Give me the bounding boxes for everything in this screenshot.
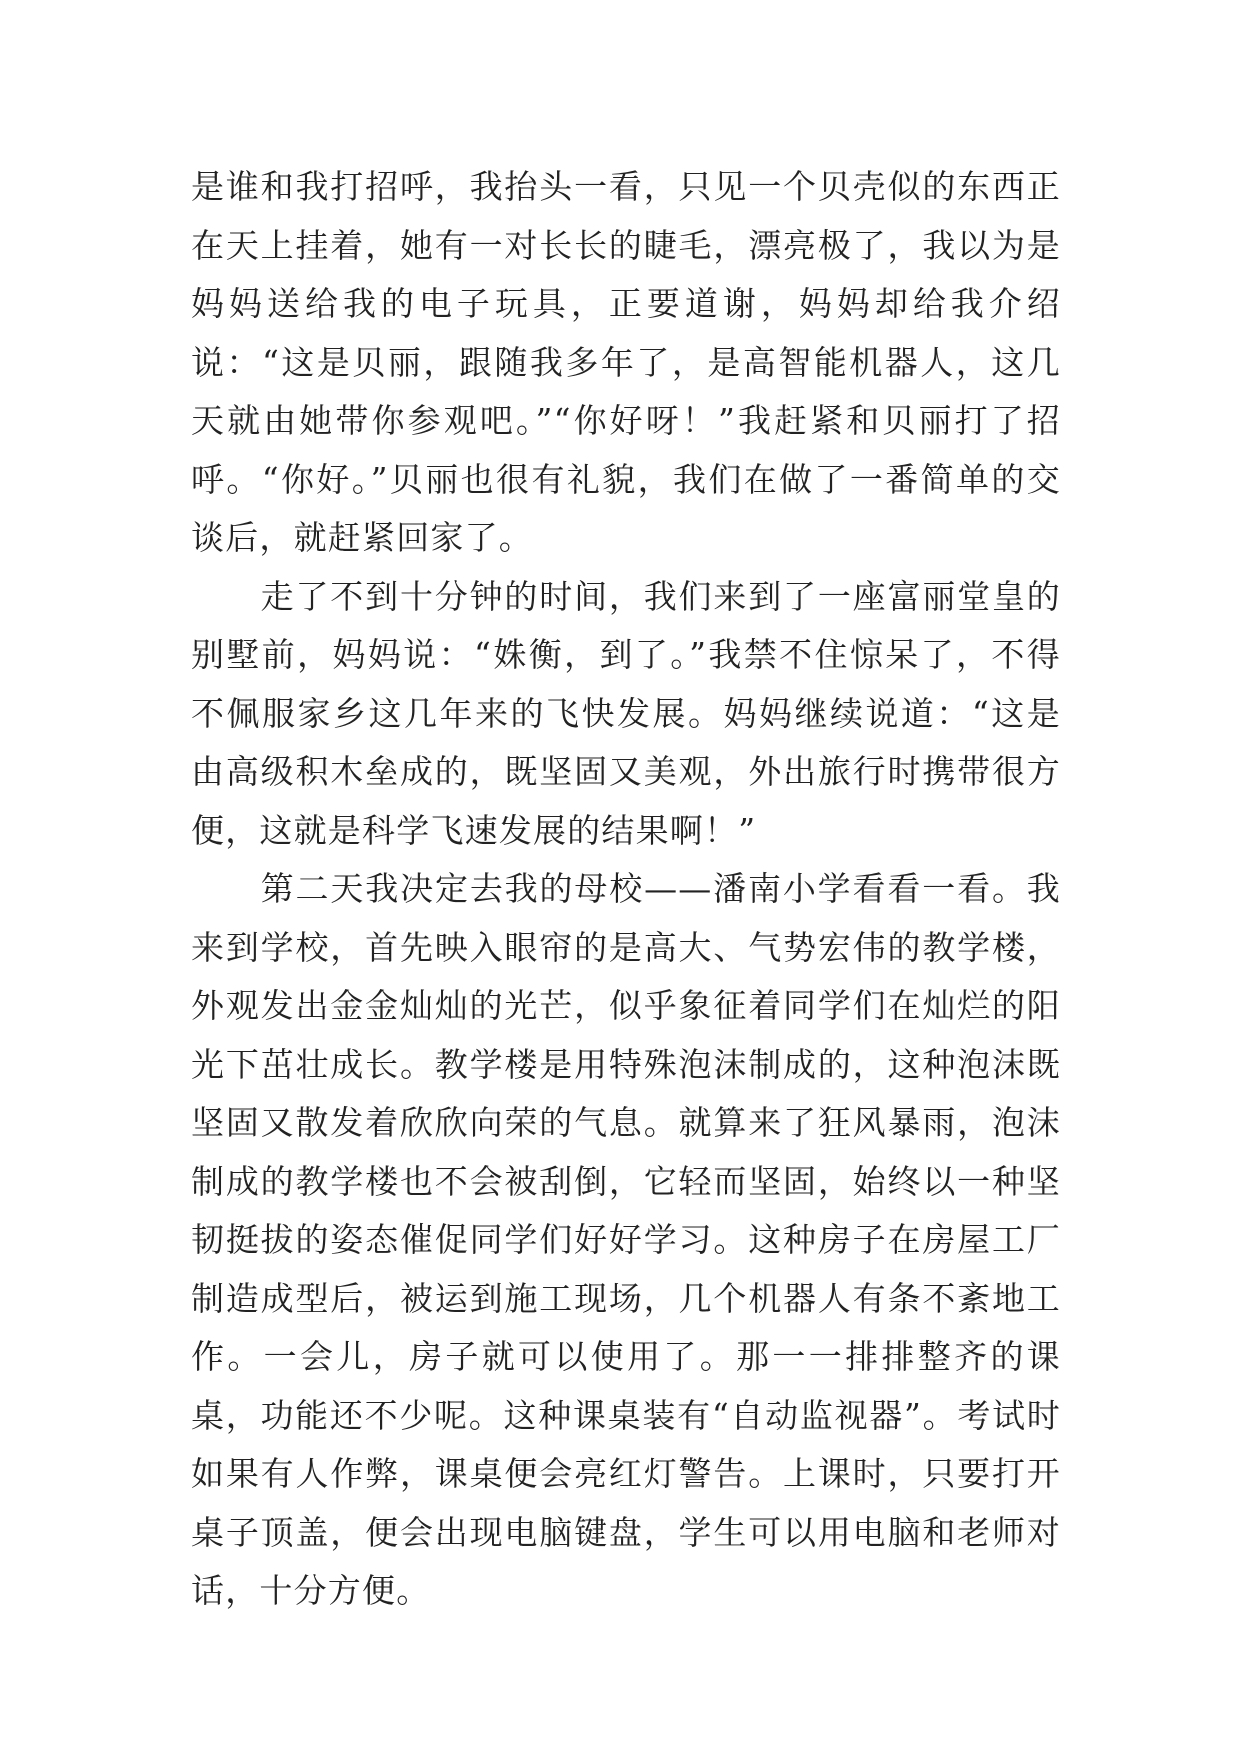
paragraph-3: 第二天我决定去我的母校——潘南小学看看一看。我来到学校，首先映入眼帘的是高大、气势宏伟的教学楼，外观发出金金灿灿的光芒，似乎象征着同学们在灿烂的阳光下茁壮成长。教学楼是用特殊泡沫制成的，这种泡沫既坚固又散发着欣欣向荣的气息。就算来了狂风暴雨，泡沫制成的教学楼也不会被刮倒，它轻而坚固，始终以一种坚韧挺拔的姿态催促同学们好好学习。这种房子在房屋工厂制造成型后，被运到施工现场，几个机器人有条不紊地工作。一会儿，房子就可以使用了。那一一排排整齐的课桌，功能还不少呢。这种课桌装有“自动监视器”。考试时如果有人作弊，课桌便会亮红灯警告。上课时，只要打开桌子顶盖，便会出现电脑键盘，学生可以用电脑和老师对话，十分方便。 [191,869,1061,1610]
body-text [191,158,1061,1621]
paragraph-1: 是谁和我打招呼，我抬头一看，只见一个贝壳似的东西正在天上挂着，她有一对长长的睫毛，漂亮极了，我以为是妈妈送给我的电子玩具，正要道谢，妈妈却给我介绍说：“这是贝丽，跟随我多年了，是高智能机器人，这几天就由她带你参观吧。”“你好呀！”我赶紧和贝丽打了招呼。“你好。”贝丽也很有礼貌，我们在做了一番简单的交谈后，就赶紧回家了。 [191,167,1061,557]
paragraph-2: 走了不到十分钟的时间，我们来到了一座富丽堂皇的别墅前，妈妈说：“姝衡，到了。”我禁不住惊呆了，不得不佩服家乡这几年来的飞快发展。妈妈继续说道：“这是由高级积木垒成的，既坚固又美观，外出旅行时携带很方便，这就是科学飞速发展的结果啊！” [191,576,1061,850]
